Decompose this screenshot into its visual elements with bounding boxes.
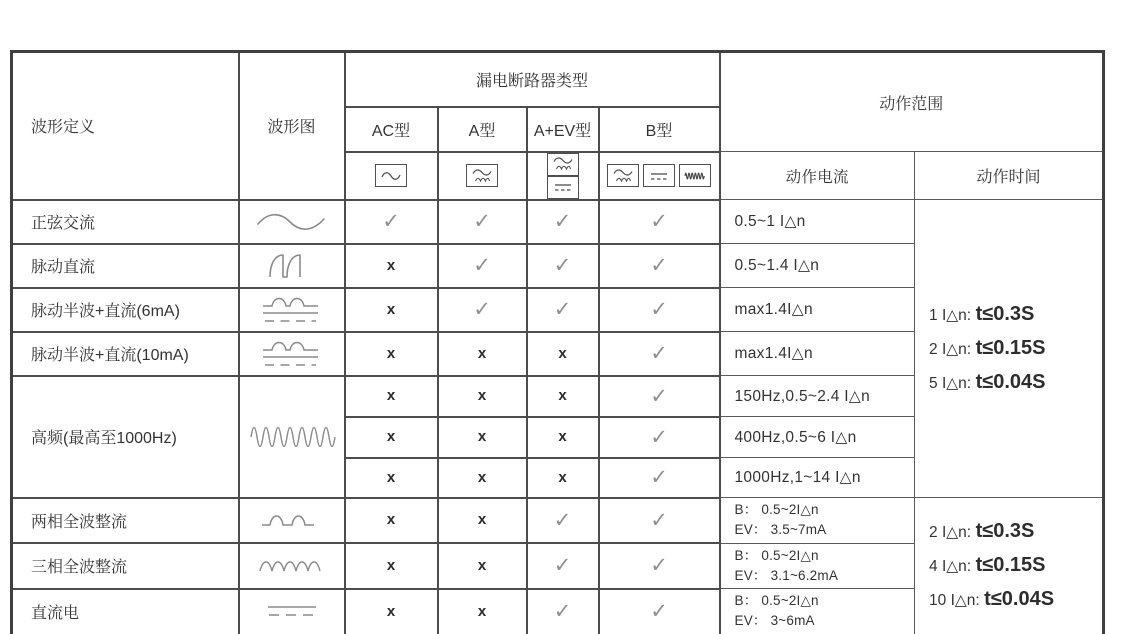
check-mark: ✓ bbox=[382, 210, 400, 233]
current-ev-line: EV： 3.1~6.2mA bbox=[734, 567, 839, 583]
header-waveform-definition: 波形定义 bbox=[12, 52, 239, 200]
mark-cell bbox=[527, 288, 599, 332]
mark-cell bbox=[527, 244, 599, 288]
time-line: 1 I△n: t≤0.3S bbox=[929, 302, 1035, 325]
mark-cell bbox=[599, 498, 720, 544]
mark-cell bbox=[438, 417, 527, 458]
pulsating-symbol-icon bbox=[466, 164, 498, 187]
check-mark: ✓ bbox=[650, 508, 668, 532]
waveform-definition-cell: 正弦交流 bbox=[12, 200, 239, 244]
header-type-a: A型 bbox=[438, 107, 527, 152]
mark-cell bbox=[527, 417, 599, 458]
action-current-cell: max1.4I△n bbox=[720, 288, 915, 332]
mark-cell bbox=[599, 288, 720, 332]
current-b-line: B： 0.5~2I△n bbox=[734, 593, 819, 608]
check-mark: ✓ bbox=[650, 554, 668, 578]
check-mark: ✓ bbox=[650, 600, 668, 623]
mark-cell bbox=[345, 288, 438, 332]
header-waveform-diagram: 波形图 bbox=[239, 52, 345, 200]
action-current-cell: 0.5~1.4 I△n bbox=[720, 244, 915, 288]
header-type-aev: A+EV型 bbox=[527, 107, 599, 152]
high-frequency-symbol-icon bbox=[679, 164, 711, 187]
cross-mark: x bbox=[386, 511, 396, 529]
current-b-line: B： 0.5~2I△n bbox=[734, 502, 819, 517]
waveform-definition-cell: 脉动半波+直流(6mA) bbox=[12, 288, 239, 332]
cross-mark: x bbox=[386, 468, 396, 486]
type-ac-symbol-cell bbox=[345, 152, 438, 200]
three-phase-full-wave-rectified-icon bbox=[239, 543, 345, 589]
mark-cell bbox=[438, 376, 527, 417]
dc-symbol-icon bbox=[643, 164, 675, 187]
time-line: 10 I△n: t≤0.04S bbox=[929, 587, 1055, 610]
pulsating-dc-wave-icon bbox=[239, 244, 345, 288]
check-mark: ✓ bbox=[473, 298, 491, 321]
breaker-spec-table bbox=[10, 50, 1105, 634]
action-current-cell: max1.4I△n bbox=[720, 332, 915, 376]
check-mark: ✓ bbox=[650, 210, 668, 233]
waveform-definition-cell: 三相全波整流 bbox=[12, 543, 239, 589]
type-aev-symbol-cell bbox=[527, 152, 599, 200]
action-time-block-2 bbox=[915, 498, 1104, 634]
check-mark: ✓ bbox=[553, 298, 572, 321]
pulsating-symbol-icon bbox=[607, 164, 639, 187]
cross-mark: x bbox=[558, 387, 567, 404]
cross-mark: x bbox=[477, 602, 487, 620]
check-mark: ✓ bbox=[553, 554, 572, 578]
check-mark: ✓ bbox=[553, 508, 572, 532]
cross-mark: x bbox=[477, 468, 487, 486]
check-mark: ✓ bbox=[650, 342, 668, 365]
waveform-definition-cell: 直流电 bbox=[12, 589, 239, 634]
two-phase-full-wave-rectified-icon bbox=[239, 498, 345, 544]
cross-mark: x bbox=[386, 556, 396, 574]
time-line: 5 I△n: t≤0.04S bbox=[929, 370, 1046, 393]
check-mark: ✓ bbox=[650, 466, 668, 489]
cross-mark: x bbox=[558, 344, 567, 362]
check-mark: ✓ bbox=[650, 298, 668, 321]
mark-cell bbox=[599, 332, 720, 376]
current-ev-line: EV： 3.5~7mA bbox=[734, 522, 827, 538]
cross-mark: x bbox=[386, 387, 396, 404]
cross-mark: x bbox=[386, 300, 396, 318]
high-frequency-wave-icon bbox=[239, 376, 345, 498]
time-line: 2 I△n: t≤0.3S bbox=[929, 519, 1035, 542]
action-current-cell: 1000Hz,1~14 I△n bbox=[720, 458, 915, 498]
mark-cell bbox=[345, 458, 438, 498]
mark-cell bbox=[527, 332, 599, 376]
mark-cell bbox=[438, 244, 527, 288]
type-a-symbol-cell bbox=[438, 152, 527, 200]
check-mark: ✓ bbox=[553, 600, 572, 623]
mark-cell bbox=[345, 200, 438, 244]
action-current-cell: 0.5~1 I△n bbox=[720, 200, 915, 244]
cross-mark: x bbox=[386, 602, 396, 620]
cross-mark: x bbox=[477, 344, 487, 362]
mark-cell bbox=[438, 458, 527, 498]
check-mark: ✓ bbox=[553, 210, 572, 233]
check-mark: ✓ bbox=[650, 254, 668, 277]
mark-cell bbox=[438, 543, 527, 589]
mark-cell bbox=[438, 332, 527, 376]
dc-wave-icon bbox=[239, 589, 345, 634]
waveform-definition-cell: 两相全波整流 bbox=[12, 498, 239, 544]
mark-cell bbox=[527, 200, 599, 244]
mark-cell bbox=[438, 498, 527, 544]
cross-mark: x bbox=[477, 556, 487, 574]
mark-cell bbox=[527, 498, 599, 544]
header-action-range-group: 动作范围 bbox=[720, 52, 1104, 152]
cross-mark: x bbox=[386, 428, 396, 445]
check-mark: ✓ bbox=[473, 254, 491, 277]
half-wave-plus-dc-wave-icon bbox=[239, 288, 345, 332]
time-line: 4 I△n: t≤0.15S bbox=[929, 553, 1046, 576]
mark-cell bbox=[345, 332, 438, 376]
mark-cell bbox=[345, 417, 438, 458]
mark-cell bbox=[438, 589, 527, 634]
mark-cell bbox=[599, 244, 720, 288]
mark-cell bbox=[345, 498, 438, 544]
mark-cell bbox=[345, 244, 438, 288]
check-mark: ✓ bbox=[553, 254, 572, 277]
cross-mark: x bbox=[386, 256, 396, 274]
mark-cell bbox=[438, 200, 527, 244]
mark-cell bbox=[599, 376, 720, 417]
header-type-b: B型 bbox=[599, 107, 720, 152]
cross-mark: x bbox=[558, 468, 567, 486]
action-current-cell: 150Hz,0.5~2.4 I△n bbox=[720, 376, 915, 417]
pulsating-symbol-icon bbox=[547, 153, 579, 176]
sine-wave-icon bbox=[239, 200, 345, 244]
waveform-definition-cell: 脉动直流 bbox=[12, 244, 239, 288]
header-action-current: 动作电流 bbox=[720, 152, 915, 200]
sine-symbol-icon bbox=[375, 164, 407, 187]
cross-mark: x bbox=[477, 511, 487, 529]
action-current-cell: 400Hz,0.5~6 I△n bbox=[720, 417, 915, 458]
waveform-definition-cell: 高频(最高至1000Hz) bbox=[12, 376, 239, 498]
cross-mark: x bbox=[477, 428, 487, 445]
action-current-cell bbox=[720, 498, 915, 544]
mark-cell bbox=[345, 589, 438, 634]
header-type-ac: AC型 bbox=[345, 107, 438, 152]
mark-cell bbox=[438, 288, 527, 332]
cross-mark: x bbox=[477, 387, 487, 404]
action-time-block-1 bbox=[915, 200, 1104, 498]
cross-mark: x bbox=[558, 428, 567, 445]
header-action-time: 动作时间 bbox=[915, 152, 1104, 200]
time-line: 2 I△n: t≤0.15S bbox=[929, 336, 1046, 359]
type-b-symbol-cell bbox=[599, 152, 720, 200]
check-mark: ✓ bbox=[473, 210, 491, 233]
mark-cell bbox=[527, 543, 599, 589]
mark-cell bbox=[599, 417, 720, 458]
mark-cell bbox=[599, 589, 720, 634]
mark-cell bbox=[345, 376, 438, 417]
waveform-definition-cell: 脉动半波+直流(10mA) bbox=[12, 332, 239, 376]
header-breaker-types-group: 漏电断路器类型 bbox=[345, 52, 720, 107]
mark-cell bbox=[599, 458, 720, 498]
dc-symbol-icon bbox=[547, 176, 579, 199]
half-wave-plus-dc-wave-icon bbox=[239, 332, 345, 376]
mark-cell bbox=[527, 589, 599, 634]
mark-cell bbox=[599, 200, 720, 244]
current-ev-line: EV： 3~6mA bbox=[734, 613, 815, 629]
current-b-line: B： 0.5~2I△n bbox=[734, 547, 819, 563]
check-mark: ✓ bbox=[650, 384, 668, 408]
mark-cell bbox=[527, 458, 599, 498]
cross-mark: x bbox=[386, 344, 396, 362]
mark-cell bbox=[527, 376, 599, 417]
action-current-cell bbox=[720, 543, 915, 589]
check-mark: ✓ bbox=[650, 425, 668, 449]
mark-cell bbox=[345, 543, 438, 589]
action-current-cell bbox=[720, 589, 915, 634]
mark-cell bbox=[599, 543, 720, 589]
